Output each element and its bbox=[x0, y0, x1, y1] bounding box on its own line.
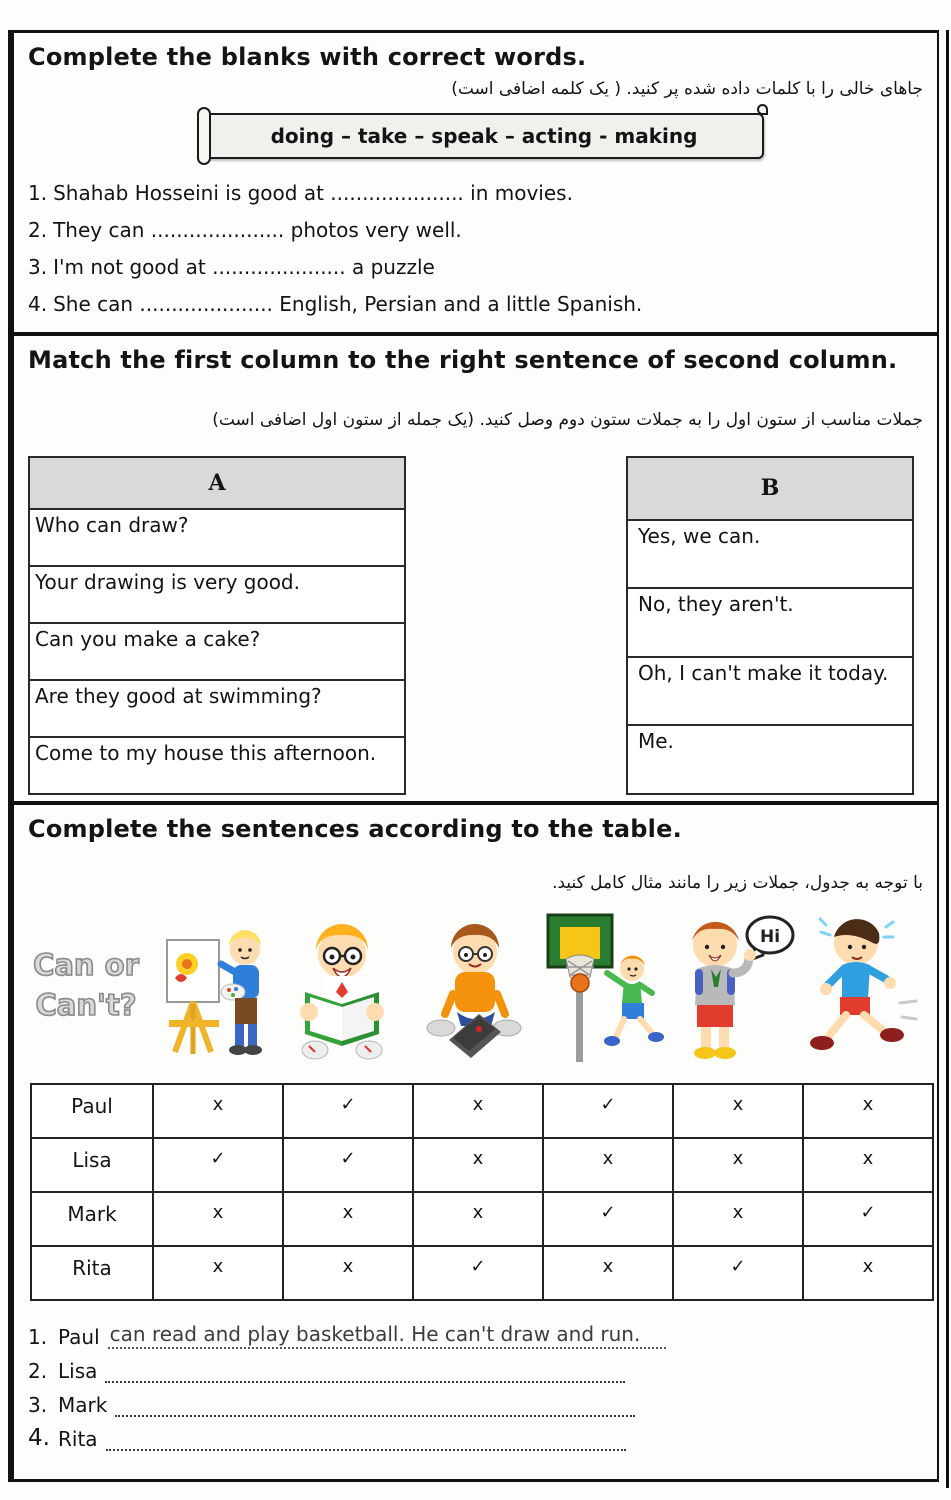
answer-row-paul bbox=[28, 1315, 937, 1349]
mark-cell: x bbox=[673, 1138, 803, 1192]
kid-painting-icon bbox=[148, 912, 278, 1067]
answer-blank-line bbox=[115, 1395, 635, 1417]
answer-lines bbox=[14, 1301, 937, 1451]
answer-row-lisa bbox=[28, 1349, 937, 1383]
mark-cell: x bbox=[153, 1084, 283, 1138]
mark-cell: ✓ bbox=[543, 1084, 673, 1138]
section3-instruction-farsi: با توجه به جدول، جملات زیر را مانند مثال کامل کنید. bbox=[552, 873, 923, 893]
item-number: 1. bbox=[28, 181, 48, 205]
kid-reading-icon bbox=[278, 912, 408, 1067]
mark-cell: x bbox=[803, 1084, 933, 1138]
fill-blank-item-2 bbox=[28, 212, 937, 249]
answer-name: Paul bbox=[58, 1325, 100, 1349]
activity-pictures-row bbox=[24, 899, 927, 1067]
mark-cell: ✓ bbox=[283, 1138, 413, 1192]
word-bank-text: doing – take – speak – acting - making bbox=[204, 113, 764, 159]
scroll-curl-decoration bbox=[757, 104, 768, 115]
column-a-row: Are they good at swimming? bbox=[29, 680, 405, 737]
mark-cell: x bbox=[283, 1192, 413, 1246]
column-a-row: Come to my house this afternoon. bbox=[29, 737, 405, 794]
can-or-cant-line1: Can or bbox=[33, 948, 139, 982]
mark-cell: x bbox=[803, 1246, 933, 1300]
hi-bubble-text: Hi bbox=[760, 927, 781, 947]
item-text: She can ..................... English, Persian and a little Spanish. bbox=[53, 292, 643, 316]
table-row bbox=[31, 1192, 933, 1246]
worksheet-frame bbox=[8, 30, 939, 1482]
ability-table bbox=[30, 1083, 934, 1301]
item-number: 2. bbox=[28, 218, 48, 242]
item-text: Shahab Hosseini is good at ..................... in movies. bbox=[53, 181, 573, 205]
person-name: Paul bbox=[31, 1084, 153, 1138]
mark-cell: x bbox=[153, 1192, 283, 1246]
mark-cell: ✓ bbox=[673, 1246, 803, 1300]
item-number: 3. bbox=[28, 255, 48, 279]
word-bank-banner bbox=[204, 113, 764, 159]
kid-basketball-icon bbox=[537, 907, 667, 1067]
mark-cell: ✓ bbox=[283, 1084, 413, 1138]
mark-cell: x bbox=[543, 1246, 673, 1300]
mark-cell: x bbox=[413, 1138, 543, 1192]
section-fill-blanks bbox=[14, 33, 937, 336]
table-row bbox=[31, 1084, 933, 1138]
answer-example-text: can read and play basketball. He can't draw and run. bbox=[108, 1322, 667, 1349]
person-name: Lisa bbox=[31, 1138, 153, 1192]
answer-number: 4. bbox=[28, 1425, 50, 1451]
mark-cell: x bbox=[673, 1192, 803, 1246]
section1-title: Complete the blanks with correct words. bbox=[28, 43, 587, 71]
mark-cell: x bbox=[673, 1084, 803, 1138]
column-a-row: Your drawing is very good. bbox=[29, 566, 405, 623]
table-row bbox=[31, 1246, 933, 1300]
answer-name: Lisa bbox=[58, 1359, 98, 1383]
matching-tables bbox=[14, 456, 937, 795]
column-a-row: Can you make a cake? bbox=[29, 623, 405, 680]
mark-cell: x bbox=[413, 1084, 543, 1138]
column-b-row: Me. bbox=[627, 725, 913, 794]
answer-name: Rita bbox=[58, 1427, 98, 1451]
mark-cell: ✓ bbox=[803, 1192, 933, 1246]
mark-cell: ✓ bbox=[413, 1246, 543, 1300]
match-column-b-table bbox=[626, 456, 914, 795]
column-b-header: B bbox=[627, 457, 913, 520]
section1-instruction-farsi: جاهای خالی را با کلمات داده شده پر کنید. ( یک کلمه اضافی است) bbox=[451, 79, 923, 99]
answer-row-mark bbox=[28, 1383, 937, 1417]
column-a-row: Who can draw? bbox=[29, 509, 405, 566]
can-or-cant-line2: Can't? bbox=[35, 988, 137, 1022]
match-column-a-table bbox=[28, 456, 406, 795]
kid-laptop-icon bbox=[408, 912, 538, 1067]
mark-cell: x bbox=[803, 1138, 933, 1192]
section3-title: Complete the sentences according to the table. bbox=[28, 815, 682, 843]
section2-instruction-farsi: جملات مناسب از ستون اول را به جملات ستون دوم وصل کنید. (یک جمله از ستون اول اضافی است) bbox=[212, 410, 923, 430]
mark-cell: x bbox=[283, 1246, 413, 1300]
answer-blank-line bbox=[106, 1429, 626, 1451]
answer-name: Mark bbox=[58, 1393, 108, 1417]
fill-blank-item-1 bbox=[28, 175, 937, 212]
mark-cell: x bbox=[543, 1138, 673, 1192]
section-matching bbox=[14, 336, 937, 805]
item-text: They can ..................... photos very well. bbox=[53, 218, 462, 242]
mark-cell: x bbox=[153, 1246, 283, 1300]
answer-number: 1. bbox=[28, 1325, 48, 1349]
scroll-roll-decoration bbox=[197, 107, 211, 165]
mark-cell: x bbox=[413, 1192, 543, 1246]
section2-title: Match the first column to the right sentence of second column. bbox=[28, 346, 898, 374]
item-number: 4. bbox=[28, 292, 48, 316]
column-b-row: No, they aren't. bbox=[627, 588, 913, 657]
fill-blank-list bbox=[14, 159, 937, 323]
item-text: I'm not good at ..................... a puzzle bbox=[53, 255, 435, 279]
fill-blank-item-3 bbox=[28, 249, 937, 286]
kid-running-icon bbox=[797, 907, 927, 1067]
table-row bbox=[31, 1138, 933, 1192]
answer-row-rita bbox=[28, 1417, 937, 1451]
kid-greeting-icon bbox=[667, 907, 797, 1067]
person-name: Rita bbox=[31, 1246, 153, 1300]
mark-cell: ✓ bbox=[543, 1192, 673, 1246]
fill-blank-item-4 bbox=[28, 286, 937, 323]
column-b-row: Yes, we can. bbox=[627, 520, 913, 589]
answer-number: 3. bbox=[28, 1393, 48, 1417]
mark-cell: ✓ bbox=[153, 1138, 283, 1192]
page-right-border bbox=[946, 30, 949, 1488]
answer-number: 2. bbox=[28, 1359, 48, 1383]
column-b-row: Oh, I can't make it today. bbox=[627, 657, 913, 726]
answer-blank-line bbox=[105, 1361, 625, 1383]
person-name: Mark bbox=[31, 1192, 153, 1246]
section-ability-table bbox=[14, 805, 937, 1470]
can-or-cant-label bbox=[24, 945, 148, 1067]
column-a-header: A bbox=[29, 457, 405, 509]
